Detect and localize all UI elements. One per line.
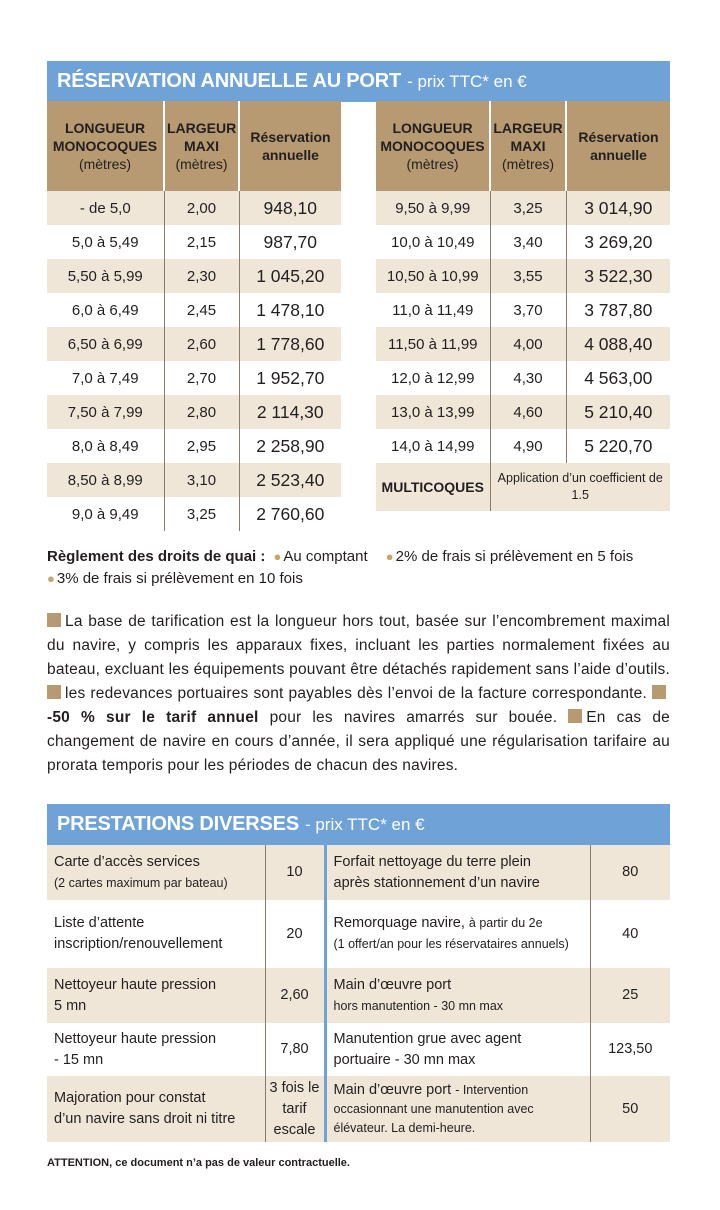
cell-largeur: 2,60	[164, 327, 239, 361]
table-row	[47, 463, 341, 497]
service-label: Nettoyeur haute pression 5 mn	[47, 968, 265, 1023]
service-label: Forfait nettoyage du terre plein après stationnement d’un navire	[325, 845, 590, 900]
note-3: pour les navires amarrés sur bouée.	[269, 709, 558, 726]
service-price: 2,60	[265, 968, 325, 1023]
cell-longueur: 14,0 à 14,99	[376, 429, 490, 463]
service-price: 7,80	[265, 1023, 325, 1076]
service-label: Carte d’accès services (2 cartes maximum par bateau)	[47, 845, 265, 900]
cell-prix: 3 787,80	[566, 293, 670, 327]
cell-longueur: 5,0 à 5,49	[47, 225, 164, 259]
service-price: 25	[590, 968, 670, 1023]
table-row	[376, 259, 670, 293]
service-label: Liste d’attente inscription/renouvellement	[47, 900, 265, 968]
table-row	[376, 191, 670, 225]
cell-longueur: 13,0 à 13,99	[376, 395, 490, 429]
cell-prix: 1 478,10	[239, 293, 341, 327]
header-reservation: Réservation annuelle	[239, 101, 341, 191]
square-bullet-icon	[47, 685, 61, 699]
cell-longueur: 10,0 à 10,49	[376, 225, 490, 259]
cell-longueur: 9,0 à 9,49	[47, 497, 164, 531]
cell-largeur: 2,70	[164, 361, 239, 395]
reservation-title-rest: - prix TTC* en €	[407, 71, 527, 91]
table-row	[376, 225, 670, 259]
note-2: les redevances portuaires sont payables dès l’envoi de la facture correspondante.	[65, 685, 647, 702]
disclaimer: ATTENTION, ce document n’a pas de valeur contractuelle.	[47, 1157, 350, 1169]
service-label: Main d’œuvre port hors manutention - 30 mn max	[325, 968, 590, 1023]
service-price: 3 fois le tarif escale	[265, 1076, 325, 1142]
reservation-table-right	[376, 101, 670, 511]
service-label: Majoration pour constat d’un navire sans droit ni titre	[47, 1076, 265, 1142]
header-reservation: Réservation annuelle	[566, 101, 670, 191]
table-row	[47, 845, 670, 900]
table-row	[376, 395, 670, 429]
note-1: La base de tarification est la longueur hors tout, basée sur l’encombrement maximal du navire, y compris les apparaux fixes, incluant les parties normalement fixées au bateau, excluant les équipements pouvant être détachés rapidement sans l’aide d’outils.	[47, 613, 670, 678]
cell-longueur: - de 5,0	[47, 191, 164, 225]
bullet-icon: ●	[385, 549, 394, 564]
cell-prix: 948,10	[239, 191, 341, 225]
table-row	[376, 361, 670, 395]
cell-prix: 1 952,70	[239, 361, 341, 395]
cell-prix: 3 014,90	[566, 191, 670, 225]
service-label: Nettoyeur haute pression - 15 mn	[47, 1023, 265, 1076]
reservation-section-title	[47, 61, 670, 102]
service-price: 50	[590, 1076, 670, 1142]
cell-longueur: 8,50 à 8,99	[47, 463, 164, 497]
cell-prix: 2 258,90	[239, 429, 341, 463]
service-label: Main d’œuvre port - Intervention occasionnant une manutention avec élévateur. La demi-heure.	[325, 1076, 590, 1142]
table-row	[47, 225, 341, 259]
cell-largeur: 4,00	[490, 327, 566, 361]
note-3-bold: -50 % sur le tarif annuel	[47, 709, 259, 726]
cell-longueur: 6,0 à 6,49	[47, 293, 164, 327]
cell-prix: 1 045,20	[239, 259, 341, 293]
cell-largeur: 3,25	[164, 497, 239, 531]
square-bullet-icon	[47, 613, 61, 627]
square-bullet-icon	[652, 685, 666, 699]
header-largeur: LARGEUR MAXI (mètres)	[490, 101, 566, 191]
cell-largeur: 2,45	[164, 293, 239, 327]
table-row	[47, 191, 341, 225]
cell-largeur: 3,40	[490, 225, 566, 259]
cell-longueur: 10,50 à 10,99	[376, 259, 490, 293]
cell-largeur: 2,15	[164, 225, 239, 259]
bullet-icon: ●	[47, 571, 55, 586]
cell-longueur: 5,50 à 5,99	[47, 259, 164, 293]
cell-prix: 2 114,30	[239, 395, 341, 429]
header-longueur: LONGUEUR MONOCOQUES (mètres)	[376, 101, 490, 191]
service-label: Manutention grue avec agent portuaire - 30 mn max	[325, 1023, 590, 1076]
cell-largeur: 3,55	[490, 259, 566, 293]
cell-longueur: 11,0 à 11,49	[376, 293, 490, 327]
table-row	[376, 429, 670, 463]
cell-longueur: 6,50 à 6,99	[47, 327, 164, 361]
cell-prix: 3 522,30	[566, 259, 670, 293]
bullet-icon: ●	[273, 549, 282, 564]
table-row	[47, 900, 670, 968]
table-row	[47, 429, 341, 463]
prestations-section-title	[47, 804, 670, 845]
table-row	[47, 327, 341, 361]
cell-largeur: 2,80	[164, 395, 239, 429]
cell-longueur: 12,0 à 12,99	[376, 361, 490, 395]
cell-largeur: 3,25	[490, 191, 566, 225]
rules-label: Règlement des droits de quai :	[47, 548, 266, 565]
prestations-title-rest: - prix TTC* en €	[304, 814, 425, 834]
service-price: 123,50	[590, 1023, 670, 1076]
reservation-title-bold: RÉSERVATION ANNUELLE AU PORT	[57, 70, 402, 92]
multicoques-label: MULTICOQUES	[376, 463, 490, 511]
header-longueur: LONGUEUR MONOCOQUES (mètres)	[47, 101, 164, 191]
service-price: 80	[590, 845, 670, 900]
table-row	[47, 293, 341, 327]
cell-prix: 3 269,20	[566, 225, 670, 259]
service-label: Remorquage navire, à partir du 2e (1 offert/an pour les réservataires annuels)	[325, 900, 590, 968]
note-4: En cas de changement de navire en cours d’année, il sera appliqué une régularisation tarifaire au prorata temporis pour les périodes de chacun des navires.	[47, 709, 670, 774]
cell-prix: 987,70	[239, 225, 341, 259]
square-bullet-icon	[568, 709, 582, 723]
cell-largeur: 3,10	[164, 463, 239, 497]
cell-longueur: 11,50 à 11,99	[376, 327, 490, 361]
cell-largeur: 4,30	[490, 361, 566, 395]
cell-largeur: 3,70	[490, 293, 566, 327]
cell-prix: 5 220,70	[566, 429, 670, 463]
prestations-table	[47, 845, 670, 1142]
cell-longueur: 7,50 à 7,99	[47, 395, 164, 429]
cell-prix: 2 523,40	[239, 463, 341, 497]
cell-prix: 2 760,60	[239, 497, 341, 531]
table-row	[47, 259, 341, 293]
cell-prix: 1 778,60	[239, 327, 341, 361]
reservation-table-left	[47, 101, 341, 531]
table-row	[376, 293, 670, 327]
payment-rules	[47, 546, 672, 590]
table-row	[47, 1023, 670, 1076]
service-price: 40	[590, 900, 670, 968]
tariff-notes	[47, 610, 670, 778]
cell-longueur: 8,0 à 8,49	[47, 429, 164, 463]
prestations-title-bold: PRESTATIONS DIVERSES	[57, 813, 299, 835]
cell-longueur: 7,0 à 7,49	[47, 361, 164, 395]
table-row	[47, 395, 341, 429]
cell-prix: 5 210,40	[566, 395, 670, 429]
rule-item: 3% de frais si prélèvement en 10 fois	[56, 570, 303, 587]
table-row	[47, 497, 341, 531]
table-row	[47, 1076, 670, 1142]
table-row	[47, 968, 670, 1023]
cell-longueur: 9,50 à 9,99	[376, 191, 490, 225]
service-price: 10	[265, 845, 325, 900]
cell-largeur: 2,30	[164, 259, 239, 293]
cell-largeur: 2,00	[164, 191, 239, 225]
cell-largeur: 2,95	[164, 429, 239, 463]
table-row	[47, 361, 341, 395]
rule-item: 2% de frais si prélèvement en 5 fois	[395, 548, 634, 565]
cell-largeur: 4,90	[490, 429, 566, 463]
table-row	[376, 327, 670, 361]
cell-prix: 4 088,40	[566, 327, 670, 361]
multicoques-value: Application d’un coefficient de 1.5	[490, 463, 670, 511]
cell-largeur: 4,60	[490, 395, 566, 429]
header-largeur: LARGEUR MAXI (mètres)	[164, 101, 239, 191]
rule-item: Au comptant	[283, 548, 368, 565]
service-price: 20	[265, 900, 325, 968]
multicoques-row	[376, 463, 670, 511]
cell-prix: 4 563,00	[566, 361, 670, 395]
